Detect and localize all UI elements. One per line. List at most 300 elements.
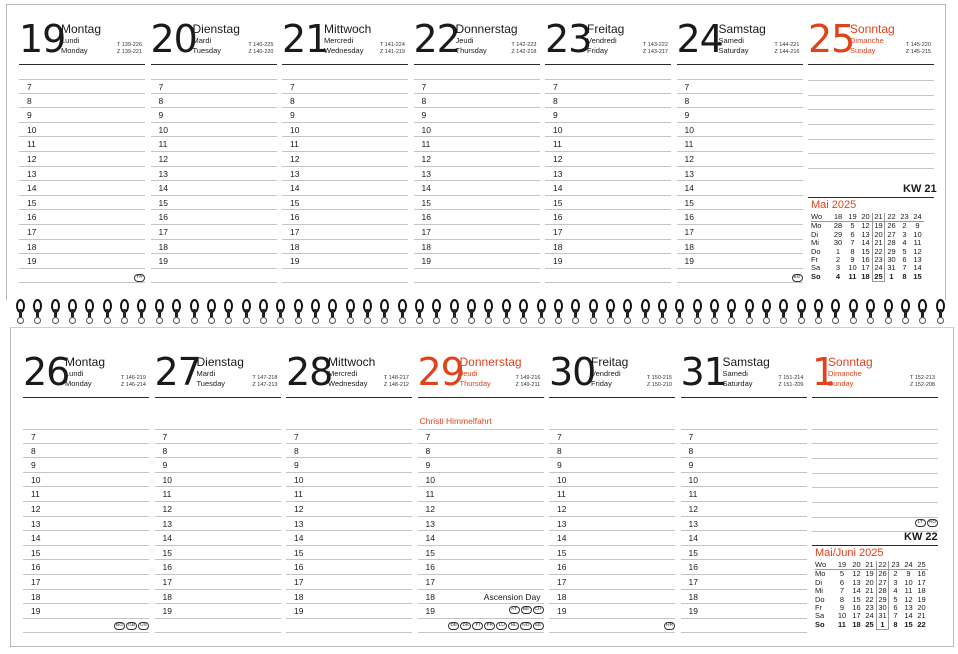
weekday-label[interactable]: Mo xyxy=(811,221,822,231)
weekday-label[interactable]: Sa xyxy=(811,263,821,273)
date-cell[interactable]: 23 xyxy=(865,603,874,613)
date-cell[interactable]: 16 xyxy=(852,603,861,613)
hour-row-17[interactable] xyxy=(282,225,408,240)
hour-row-8[interactable] xyxy=(155,444,281,459)
hour-row-11[interactable] xyxy=(151,137,277,152)
hour-row-12[interactable] xyxy=(286,502,412,517)
hour-row-12[interactable] xyxy=(414,152,540,167)
hour-row-12[interactable] xyxy=(282,152,408,167)
hour-row-13[interactable] xyxy=(155,517,281,532)
sunday-line[interactable] xyxy=(808,109,934,110)
hour-row-15[interactable] xyxy=(23,546,149,561)
date-cell[interactable]: 27 xyxy=(887,229,896,239)
date-cell[interactable]: 12 xyxy=(913,246,922,256)
hour-row-12[interactable] xyxy=(549,502,675,517)
hour-row-18[interactable] xyxy=(681,590,807,605)
hour-row-18[interactable] xyxy=(414,240,540,255)
sunday-line[interactable] xyxy=(812,487,938,488)
date-cell[interactable]: 28 xyxy=(833,221,843,231)
hour-row-16[interactable] xyxy=(155,560,281,575)
date-cell[interactable]: 28 xyxy=(876,587,889,595)
hour-row-17[interactable] xyxy=(155,575,281,590)
date-cell[interactable]: 11 xyxy=(838,620,846,630)
date-cell[interactable]: 13 xyxy=(852,577,861,587)
hour-row-13[interactable] xyxy=(151,167,277,182)
hour-row-12[interactable] xyxy=(151,152,277,167)
hour-row-15[interactable] xyxy=(418,546,544,561)
hour-row-14[interactable] xyxy=(19,181,145,196)
hour-row-10[interactable] xyxy=(155,473,281,488)
hour-row-11[interactable] xyxy=(19,137,145,152)
date-cell[interactable]: 29 xyxy=(887,246,896,256)
hour-row-17[interactable] xyxy=(414,225,540,240)
date-cell[interactable]: 13 xyxy=(913,255,922,265)
hour-row-9[interactable] xyxy=(418,458,544,473)
hour-row-15[interactable] xyxy=(681,546,807,561)
hour-row-extra[interactable] xyxy=(414,269,540,284)
hour-row-11[interactable] xyxy=(286,487,412,502)
hour-row-9[interactable] xyxy=(549,458,675,473)
date-cell[interactable]: 17 xyxy=(861,263,870,273)
hour-row-8[interactable] xyxy=(23,444,149,459)
date-cell[interactable]: 10 xyxy=(913,229,922,239)
date-cell[interactable]: 8 xyxy=(850,246,855,256)
hour-row-8[interactable] xyxy=(151,94,277,109)
hour-row-12[interactable] xyxy=(418,502,544,517)
hour-row-18[interactable] xyxy=(23,590,149,605)
hour-row-10[interactable] xyxy=(282,123,408,138)
hour-row-extra[interactable] xyxy=(155,619,281,634)
date-cell[interactable]: 18 xyxy=(861,272,870,282)
hour-row-14[interactable] xyxy=(414,181,540,196)
hour-row-9[interactable] xyxy=(151,108,277,123)
sunday-line[interactable] xyxy=(812,443,938,444)
date-cell[interactable]: 24 xyxy=(872,264,885,272)
hour-row-17[interactable] xyxy=(19,225,145,240)
hour-row-17[interactable] xyxy=(677,225,803,240)
hour-row-11[interactable] xyxy=(681,487,807,502)
sunday-line[interactable] xyxy=(808,95,934,96)
hour-row-13[interactable] xyxy=(23,517,149,532)
hour-row-9[interactable] xyxy=(677,108,803,123)
day-name-english: Friday xyxy=(591,378,612,388)
date-cell[interactable]: 6 xyxy=(902,255,907,265)
date-cell[interactable]: 14 xyxy=(904,611,913,621)
hour-row-16[interactable] xyxy=(282,210,408,225)
hour-row-extra[interactable] xyxy=(677,269,803,284)
date-cell[interactable]: 8 xyxy=(839,594,845,604)
hour-row-12[interactable] xyxy=(681,502,807,517)
date-cell[interactable]: 11 xyxy=(848,272,857,282)
hour-row-9[interactable] xyxy=(286,458,412,473)
hour-row-13[interactable] xyxy=(414,167,540,182)
day-count-z: Z 141-219 xyxy=(379,49,405,55)
hour-row-19[interactable] xyxy=(23,604,149,619)
date-cell[interactable]: 10 xyxy=(848,263,857,273)
hour-row-7[interactable] xyxy=(151,79,277,94)
hour-row-9[interactable] xyxy=(155,458,281,473)
date-cell[interactable]: 6 xyxy=(850,229,855,239)
hour-row-13[interactable] xyxy=(286,517,412,532)
date-cell[interactable]: 11 xyxy=(913,238,922,248)
hour-row-19[interactable] xyxy=(19,254,145,269)
hour-row-14[interactable] xyxy=(418,531,544,546)
hour-row-extra[interactable] xyxy=(681,619,807,634)
hour-row-15[interactable] xyxy=(282,196,408,211)
hour-row-18[interactable] xyxy=(418,590,544,605)
hour-row-extra[interactable] xyxy=(545,269,671,284)
hour-row-8[interactable] xyxy=(418,444,544,459)
hour-row-15[interactable] xyxy=(414,196,540,211)
hour-row-13[interactable] xyxy=(545,167,671,182)
date-cell[interactable]: 8 xyxy=(893,620,898,630)
date-cell[interactable]: 27 xyxy=(876,579,889,587)
date-cell[interactable]: 18 xyxy=(852,620,861,630)
date-cell[interactable]: 21 xyxy=(865,586,874,596)
weekday-label[interactable]: Do xyxy=(815,594,825,604)
hour-row-7[interactable] xyxy=(681,429,807,444)
date-cell[interactable]: 9 xyxy=(906,569,911,579)
day-name-french: Samedi xyxy=(718,36,744,45)
date-cell[interactable]: 22 xyxy=(917,620,926,630)
date-cell[interactable]: 29 xyxy=(833,229,843,239)
hour-row-9[interactable] xyxy=(545,108,671,123)
hour-row-17[interactable] xyxy=(418,575,544,590)
sunday-line[interactable] xyxy=(812,502,938,503)
hour-row-16[interactable] xyxy=(19,210,145,225)
hour-row-14[interactable] xyxy=(282,181,408,196)
date-cell[interactable]: 2 xyxy=(893,569,898,579)
hour-row-18[interactable] xyxy=(677,240,803,255)
hour-row-17[interactable] xyxy=(286,575,412,590)
weekday-label[interactable]: So xyxy=(811,272,821,282)
date-cell[interactable]: 10 xyxy=(904,577,913,587)
date-cell[interactable]: 3 xyxy=(893,577,898,587)
date-cell[interactable]: 31 xyxy=(887,263,896,273)
date-cell[interactable]: 25 xyxy=(872,273,885,282)
hour-row-13[interactable] xyxy=(282,167,408,182)
hour-row-10[interactable] xyxy=(418,473,544,488)
date-cell[interactable]: 16 xyxy=(917,569,926,579)
hour-row-11[interactable] xyxy=(23,487,149,502)
hour-row-12[interactable] xyxy=(23,502,149,517)
hour-row-11[interactable] xyxy=(549,487,675,502)
hour-row-19[interactable] xyxy=(286,604,412,619)
hour-row-16[interactable] xyxy=(414,210,540,225)
hour-row-11[interactable] xyxy=(545,137,671,152)
hour-row-10[interactable] xyxy=(545,123,671,138)
date-cell[interactable]: 15 xyxy=(904,620,913,630)
hour-row-19[interactable] xyxy=(282,254,408,269)
date-cell[interactable]: 12 xyxy=(852,569,861,579)
hour-row-13[interactable] xyxy=(681,517,807,532)
date-cell[interactable]: 25 xyxy=(865,620,874,630)
hour-row-10[interactable] xyxy=(286,473,412,488)
date-cell[interactable]: 1 xyxy=(889,272,894,282)
date-cell[interactable]: 15 xyxy=(852,594,861,604)
hour-row-7[interactable] xyxy=(286,429,412,444)
date-cell[interactable]: 21 xyxy=(872,239,885,247)
hour-row-19[interactable] xyxy=(681,604,807,619)
date-cell[interactable]: 17 xyxy=(917,577,926,587)
hour-row-extra[interactable] xyxy=(286,619,412,634)
weekday-label[interactable]: So xyxy=(815,620,825,630)
hour-row-19[interactable] xyxy=(677,254,803,269)
date-cell[interactable]: 31 xyxy=(876,612,889,620)
hour-row-12[interactable] xyxy=(545,152,671,167)
sunday-line[interactable] xyxy=(812,473,938,474)
hour-row-8[interactable] xyxy=(681,444,807,459)
hour-row-16[interactable] xyxy=(677,210,803,225)
date-cell[interactable]: 26 xyxy=(876,570,889,579)
hour-row-14[interactable] xyxy=(23,531,149,546)
weekday-label[interactable]: Mi xyxy=(811,238,819,248)
date-cell[interactable]: 2 xyxy=(835,255,841,265)
date-cell[interactable]: 22 xyxy=(865,594,874,604)
hour-row-15[interactable] xyxy=(677,196,803,211)
hour-row-11[interactable] xyxy=(418,487,544,502)
hour-row-extra[interactable] xyxy=(282,269,408,284)
hour-row-7[interactable] xyxy=(23,429,149,444)
date-cell[interactable]: 26 xyxy=(887,221,896,231)
date-cell[interactable]: 28 xyxy=(887,238,896,248)
day-count-z: Z 144-216 xyxy=(774,49,800,55)
hour-row-14[interactable] xyxy=(545,181,671,196)
weekday-label[interactable]: Mo xyxy=(815,569,826,579)
date-cell[interactable]: 7 xyxy=(839,586,845,596)
date-cell[interactable]: 5 xyxy=(893,594,898,604)
spiral-ring xyxy=(415,299,424,329)
hour-row-13[interactable] xyxy=(19,167,145,182)
date-cell[interactable]: 30 xyxy=(887,255,896,265)
date-cell[interactable]: 15 xyxy=(861,246,870,256)
hour-row-12[interactable] xyxy=(677,152,803,167)
hour-row-17[interactable] xyxy=(545,225,671,240)
hour-row-18[interactable] xyxy=(545,240,671,255)
date-cell[interactable]: 7 xyxy=(902,263,907,273)
date-cell[interactable]: 5 xyxy=(839,569,845,579)
date-cell[interactable]: 6 xyxy=(839,577,845,587)
hour-row-17[interactable] xyxy=(549,575,675,590)
date-cell[interactable]: 14 xyxy=(861,238,870,248)
hour-row-16[interactable] xyxy=(681,560,807,575)
hour-row-10[interactable] xyxy=(151,123,277,138)
hour-row-18[interactable] xyxy=(549,590,675,605)
hour-row-8[interactable] xyxy=(282,94,408,109)
hour-row-7[interactable] xyxy=(282,79,408,94)
hour-row-13[interactable] xyxy=(677,167,803,182)
date-cell[interactable]: 30 xyxy=(833,238,843,248)
hour-row-15[interactable] xyxy=(549,546,675,561)
hour-row-extra[interactable] xyxy=(151,269,277,284)
weekday-label[interactable]: Di xyxy=(811,229,819,239)
date-cell[interactable]: 22 xyxy=(872,248,885,256)
hour-row-19[interactable] xyxy=(545,254,671,269)
day-number: 26 xyxy=(23,350,70,394)
date-cell[interactable]: 4 xyxy=(902,238,907,248)
hour-row-8[interactable] xyxy=(286,444,412,459)
sunday-line[interactable] xyxy=(812,517,938,518)
date-cell[interactable]: 20 xyxy=(917,603,926,613)
sunday-line[interactable] xyxy=(812,458,938,459)
hour-row-16[interactable] xyxy=(151,210,277,225)
hour-row-10[interactable] xyxy=(23,473,149,488)
weekday-label[interactable]: Mi xyxy=(815,586,823,596)
date-cell[interactable]: 3 xyxy=(835,263,841,273)
hour-row-14[interactable] xyxy=(681,531,807,546)
weekday-label[interactable]: Di xyxy=(815,577,823,587)
hour-row-19[interactable] xyxy=(414,254,540,269)
date-cell[interactable]: 30 xyxy=(876,604,889,612)
hour-row-7[interactable] xyxy=(414,79,540,94)
hour-row-17[interactable] xyxy=(23,575,149,590)
hour-row-15[interactable] xyxy=(545,196,671,211)
date-cell[interactable]: 18 xyxy=(917,586,926,596)
hour-row-11[interactable] xyxy=(414,137,540,152)
date-cell[interactable]: 14 xyxy=(852,586,861,596)
hour-row-7[interactable] xyxy=(545,79,671,94)
hour-row-15[interactable] xyxy=(286,546,412,561)
date-cell[interactable]: 4 xyxy=(893,586,898,596)
date-cell[interactable]: 12 xyxy=(861,221,870,231)
hour-row-10[interactable] xyxy=(549,473,675,488)
date-cell[interactable]: 7 xyxy=(850,238,855,248)
date-cell[interactable]: 21 xyxy=(917,611,926,621)
weekday-label[interactable]: Fr xyxy=(815,603,823,613)
date-cell[interactable]: 2 xyxy=(902,221,907,231)
hour-row-19[interactable] xyxy=(549,604,675,619)
date-cell[interactable]: 17 xyxy=(852,611,861,621)
hour-row-7[interactable] xyxy=(155,429,281,444)
hour-row-11[interactable] xyxy=(155,487,281,502)
hour-row-7[interactable] xyxy=(19,79,145,94)
hour-row-16[interactable] xyxy=(418,560,544,575)
hour-row-14[interactable] xyxy=(286,531,412,546)
hour-row-19[interactable] xyxy=(155,604,281,619)
date-cell[interactable]: 24 xyxy=(865,611,874,621)
hour-row-11[interactable] xyxy=(282,137,408,152)
date-cell[interactable]: 1 xyxy=(876,621,889,630)
date-cell[interactable]: 12 xyxy=(904,594,913,604)
date-cell[interactable]: 4 xyxy=(835,272,841,282)
date-cell[interactable]: 20 xyxy=(872,231,885,239)
date-cell[interactable]: 19 xyxy=(865,569,874,579)
hour-row-12[interactable] xyxy=(19,152,145,167)
date-cell[interactable]: 7 xyxy=(893,611,898,621)
hour-row-14[interactable] xyxy=(151,181,277,196)
date-cell[interactable]: 13 xyxy=(861,229,870,239)
hour-row-16[interactable] xyxy=(549,560,675,575)
hour-row-18[interactable] xyxy=(282,240,408,255)
hour-row-19[interactable] xyxy=(151,254,277,269)
sunday-line[interactable] xyxy=(808,124,934,125)
hour-row-extra[interactable] xyxy=(19,269,145,284)
hour-row-17[interactable] xyxy=(681,575,807,590)
hour-row-16[interactable] xyxy=(286,560,412,575)
hour-row-13[interactable] xyxy=(549,517,675,532)
hour-row-7[interactable] xyxy=(677,79,803,94)
hour-row-10[interactable] xyxy=(19,123,145,138)
weekday-label[interactable]: Fr xyxy=(811,255,819,265)
date-cell[interactable]: 23 xyxy=(872,256,885,264)
date-cell[interactable]: 19 xyxy=(872,222,885,231)
hour-row-8[interactable] xyxy=(677,94,803,109)
date-cell[interactable]: 13 xyxy=(904,603,913,613)
hour-row-9[interactable] xyxy=(414,108,540,123)
hour-row-18[interactable] xyxy=(155,590,281,605)
date-cell[interactable]: 8 xyxy=(902,272,907,282)
hour-label: 19 xyxy=(290,256,300,267)
hour-row-16[interactable] xyxy=(23,560,149,575)
weekday-label[interactable]: Do xyxy=(811,246,821,256)
date-cell[interactable]: 29 xyxy=(876,596,889,604)
date-cell[interactable]: 10 xyxy=(837,611,847,621)
date-cell[interactable]: 15 xyxy=(913,272,922,282)
hour-row-9[interactable] xyxy=(19,108,145,123)
hour-row-14[interactable] xyxy=(549,531,675,546)
sunday-line[interactable] xyxy=(812,429,938,430)
hour-label: 8 xyxy=(557,445,562,456)
hour-row-13[interactable] xyxy=(418,517,544,532)
hour-row-18[interactable] xyxy=(286,590,412,605)
weekday-label[interactable]: Sa xyxy=(815,611,825,621)
hour-row-15[interactable] xyxy=(19,196,145,211)
hour-row-12[interactable] xyxy=(155,502,281,517)
date-cell[interactable]: 9 xyxy=(839,603,845,613)
hour-row-10[interactable] xyxy=(677,123,803,138)
hour-row-9[interactable] xyxy=(282,108,408,123)
hour-row-10[interactable] xyxy=(681,473,807,488)
hour-row-14[interactable] xyxy=(677,181,803,196)
date-cell[interactable]: 9 xyxy=(915,221,920,231)
sunday-line[interactable] xyxy=(808,168,934,169)
hour-row-7[interactable] xyxy=(418,429,544,444)
hour-row-15[interactable] xyxy=(155,546,281,561)
date-cell[interactable]: 5 xyxy=(850,221,855,231)
hour-row-8[interactable] xyxy=(549,444,675,459)
date-cell[interactable]: 16 xyxy=(861,255,870,265)
hour-row-15[interactable] xyxy=(151,196,277,211)
hour-label: 11 xyxy=(162,489,172,500)
hour-row-18[interactable] xyxy=(19,240,145,255)
date-cell[interactable]: 9 xyxy=(850,255,855,265)
sunday-line[interactable] xyxy=(808,139,934,140)
hour-row-8[interactable] xyxy=(414,94,540,109)
date-cell[interactable]: 19 xyxy=(917,594,926,604)
hour-row-17[interactable] xyxy=(151,225,277,240)
hour-row-9[interactable] xyxy=(681,458,807,473)
sunday-line[interactable] xyxy=(808,153,934,154)
date-cell[interactable]: 11 xyxy=(904,586,913,596)
sunday-line[interactable] xyxy=(808,80,934,81)
date-cell[interactable]: 14 xyxy=(913,263,922,273)
date-cell[interactable]: 5 xyxy=(902,246,907,256)
date-cell[interactable]: 20 xyxy=(865,577,874,587)
date-cell[interactable]: 1 xyxy=(835,246,841,256)
hour-row-7[interactable] xyxy=(549,429,675,444)
hour-row-11[interactable] xyxy=(677,137,803,152)
hour-row-8[interactable] xyxy=(545,94,671,109)
hour-row-extra[interactable] xyxy=(549,619,675,634)
date-cell[interactable]: 3 xyxy=(902,229,907,239)
hour-row-9[interactable] xyxy=(23,458,149,473)
hour-row-10[interactable] xyxy=(414,123,540,138)
date-cell[interactable]: 6 xyxy=(893,603,898,613)
hour-row-18[interactable] xyxy=(151,240,277,255)
hour-row-16[interactable] xyxy=(545,210,671,225)
hour-row-8[interactable] xyxy=(19,94,145,109)
hour-row-14[interactable] xyxy=(155,531,281,546)
